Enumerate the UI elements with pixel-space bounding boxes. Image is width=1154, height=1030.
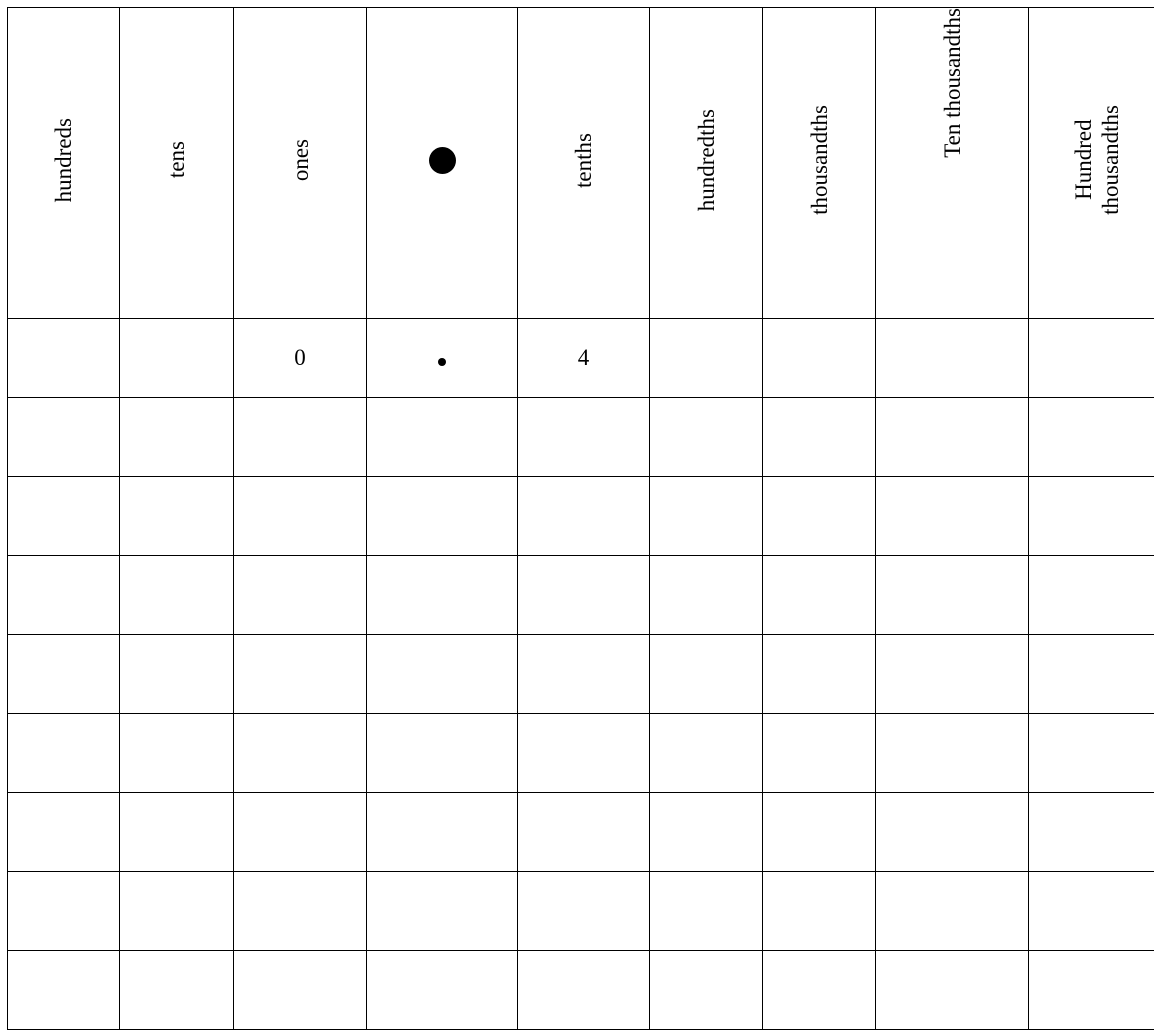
table-cell [234, 872, 367, 951]
table-cell [8, 477, 120, 556]
table-cell [1029, 398, 1154, 477]
table-row [8, 951, 1154, 1030]
header-label: hundreds [50, 118, 77, 202]
table-cell [518, 714, 650, 793]
table-cell [234, 556, 367, 635]
table-cell [650, 398, 763, 477]
table-row [8, 793, 1154, 872]
table-cell [367, 477, 518, 556]
table-cell [876, 398, 1029, 477]
table-row [8, 556, 1154, 635]
table-cell [763, 635, 876, 714]
table-cell [1029, 872, 1154, 951]
table-cell [650, 951, 763, 1030]
place-value-table [7, 7, 1154, 1030]
table-cell [367, 951, 518, 1030]
table-cell [8, 872, 120, 951]
table-cell [8, 714, 120, 793]
table-row [8, 714, 1154, 793]
table-cell [763, 556, 876, 635]
table-cell [763, 714, 876, 793]
table-cell [650, 872, 763, 951]
table-cell [8, 635, 120, 714]
table-cell [876, 477, 1029, 556]
header-label: tenths [570, 133, 597, 188]
table-cell [234, 951, 367, 1030]
table-cell [876, 714, 1029, 793]
table-cell [650, 714, 763, 793]
table-cell [1029, 635, 1154, 714]
header-label: hundredths [693, 109, 720, 211]
table-cell [8, 951, 120, 1030]
header-label: Ten thousandths [939, 8, 966, 158]
table-cell [120, 398, 234, 477]
table-cell [518, 951, 650, 1030]
table-cell [234, 714, 367, 793]
table-cell [120, 635, 234, 714]
small-decimal-dot-icon [438, 358, 446, 366]
cell-digit: 0 [294, 345, 306, 371]
header-row [8, 8, 1154, 319]
table-cell [367, 398, 518, 477]
table-cell [1029, 556, 1154, 635]
table-cell [763, 319, 876, 398]
table-cell [8, 319, 120, 398]
table-cell [763, 872, 876, 951]
table-cell [650, 793, 763, 872]
table-cell [120, 556, 234, 635]
table-cell [120, 319, 234, 398]
table-cell [876, 951, 1029, 1030]
header-label: Hundred thousandths [1070, 105, 1124, 215]
table-cell [1029, 951, 1154, 1030]
header-label: tens [163, 141, 190, 178]
header-decimal-point [367, 8, 518, 319]
table-cell [650, 635, 763, 714]
table-cell [518, 872, 650, 951]
table-cell [120, 872, 234, 951]
table-cell [8, 793, 120, 872]
table-cell [234, 319, 367, 398]
table-cell [120, 477, 234, 556]
table-cell [650, 319, 763, 398]
table-cell [518, 477, 650, 556]
table-cell [234, 793, 367, 872]
table-cell [367, 319, 518, 398]
table-cell [1029, 319, 1154, 398]
table-cell [367, 714, 518, 793]
table-row [8, 477, 1154, 556]
table-row [8, 872, 1154, 951]
header-hundreds [8, 8, 120, 319]
table-cell [518, 319, 650, 398]
table-cell [234, 635, 367, 714]
table-cell [763, 793, 876, 872]
table-cell [367, 556, 518, 635]
table-cell [1029, 714, 1154, 793]
table-cell [367, 793, 518, 872]
table-row [8, 635, 1154, 714]
table-cell [650, 556, 763, 635]
table-row [8, 319, 1154, 398]
table-cell [1029, 477, 1154, 556]
header-label: thousandths [806, 105, 833, 215]
table-body [8, 319, 1154, 1030]
table-cell [763, 477, 876, 556]
table-cell [8, 556, 120, 635]
table-cell [876, 319, 1029, 398]
table-cell [876, 635, 1029, 714]
table-cell [8, 398, 120, 477]
header-ten-thousandths [876, 8, 1029, 319]
table-cell [518, 556, 650, 635]
table-cell [1029, 793, 1154, 872]
header-hundred-thousandths [1029, 8, 1154, 319]
table-cell [876, 872, 1029, 951]
header-label: ones [287, 139, 314, 181]
table-cell [234, 477, 367, 556]
table-cell [763, 398, 876, 477]
table-cell [876, 556, 1029, 635]
table-row [8, 398, 1154, 477]
table-cell [120, 793, 234, 872]
decimal-point-dot-icon [429, 147, 456, 174]
table-cell [367, 635, 518, 714]
header-tens [120, 8, 234, 319]
table-cell [650, 477, 763, 556]
header-ones [234, 8, 367, 319]
table-cell [876, 793, 1029, 872]
table-cell [120, 714, 234, 793]
table-cell [518, 398, 650, 477]
table-cell [367, 872, 518, 951]
header-thousandths [763, 8, 876, 319]
table-cell [234, 398, 367, 477]
cell-digit: 4 [578, 345, 590, 371]
header-tenths [518, 8, 650, 319]
table-cell [120, 951, 234, 1030]
table-cell [518, 793, 650, 872]
table-cell [518, 635, 650, 714]
table-cell [763, 951, 876, 1030]
header-hundredths [650, 8, 763, 319]
